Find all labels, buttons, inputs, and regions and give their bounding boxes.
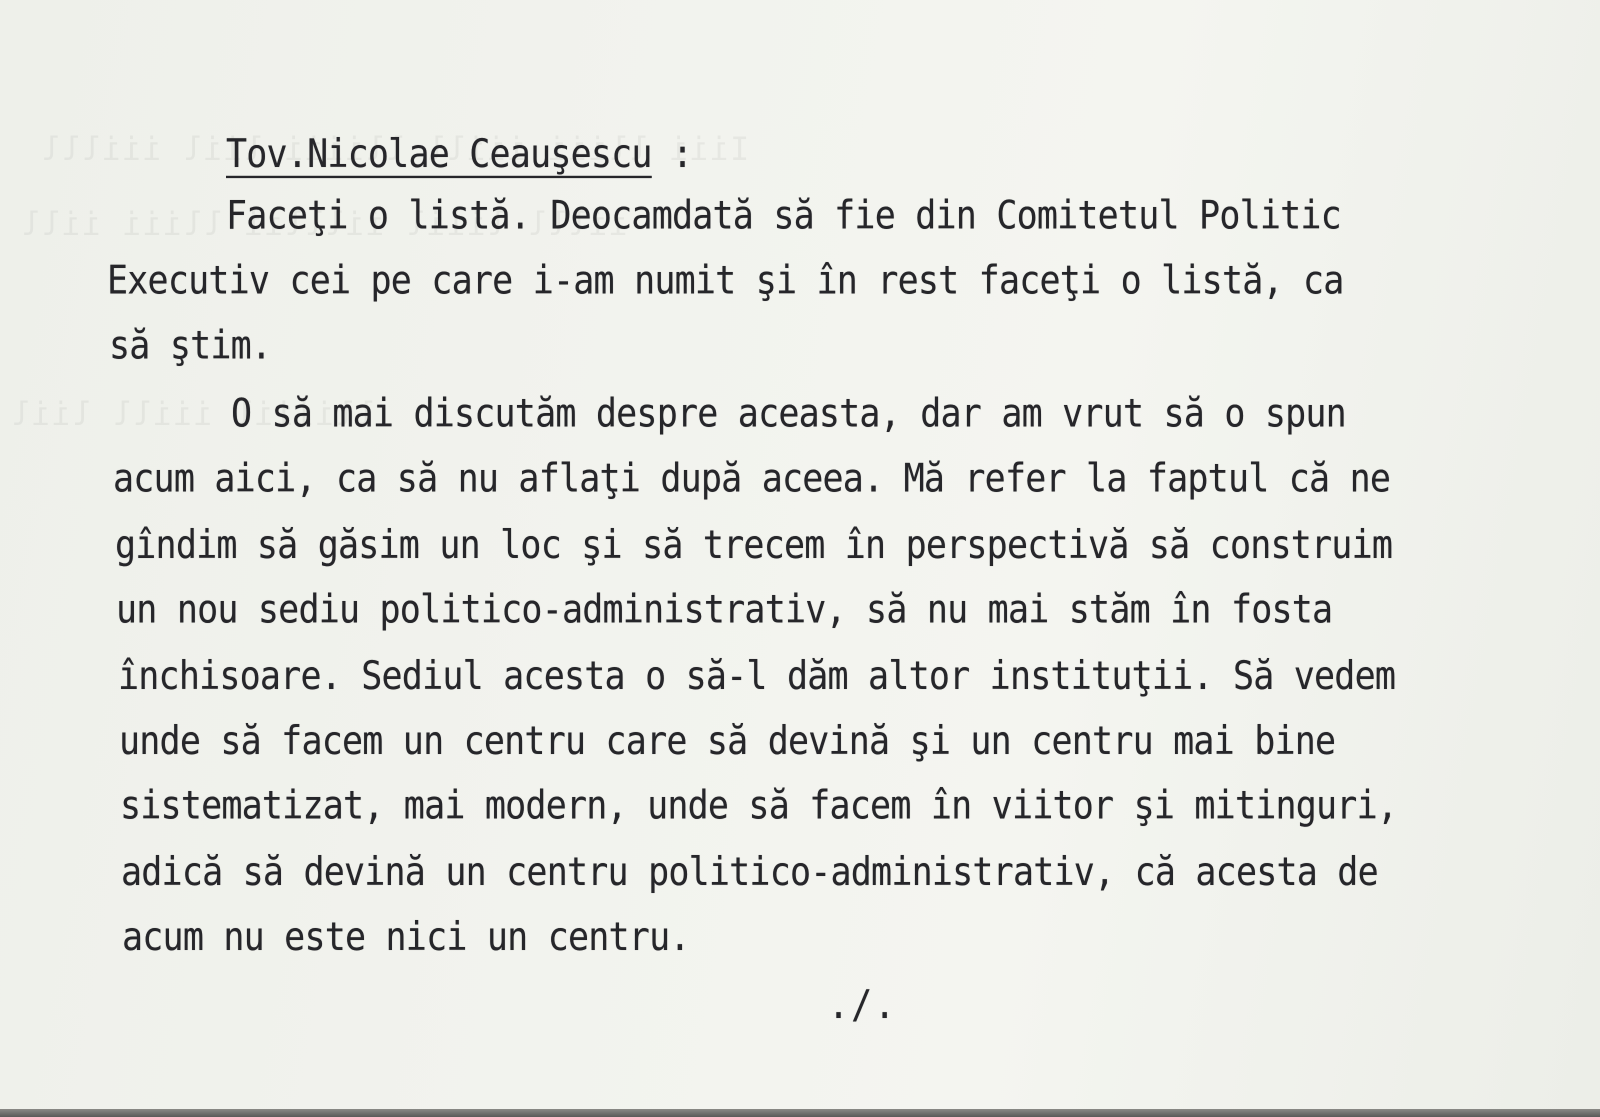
text-line: acum aici, ca să nu aflaţi după aceea. Mă refer la faptul că ne — [113, 456, 1391, 502]
text-line: O să mai discutăm despre aceasta, dar am vrut să o spun — [231, 392, 1346, 437]
speaker-colon: : — [651, 132, 693, 177]
text-line: să ştim. — [109, 323, 272, 369]
text-line: Faceţi o listă. Deocamdată să fie din Comitetul Politic — [226, 193, 1341, 239]
text-line: un nou sediu politico-administrativ, să nu mai stăm în fosta — [116, 588, 1333, 633]
closing-mark: ./. — [828, 983, 898, 1029]
text-line: adică să devină un centru politico-administrativ, că acesta de — [121, 850, 1378, 895]
text-line: închisoare. Sediul acesta o să-l dăm altor instituţii. Să vedem — [118, 654, 1396, 699]
speaker-name: Tov.Nicolae Ceauşescu — [226, 132, 652, 177]
speaker-heading — [226, 132, 692, 177]
text-line: Executiv cei pe care i-am numit şi în rest faceţi o listă, ca — [107, 258, 1344, 304]
text-line: gîndim să găsim un loc şi să trecem în perspectivă să construim — [115, 523, 1393, 568]
text-line: unde să facem un centru care să devină şi un centru mai bine — [119, 719, 1336, 764]
text-line: sistematizat, mai modern, unde să facem în viitor şi mitinguri, — [120, 784, 1398, 829]
page-bottom-edge — [0, 1109, 1600, 1117]
text-line: acum nu este nici un centru. — [122, 915, 690, 960]
